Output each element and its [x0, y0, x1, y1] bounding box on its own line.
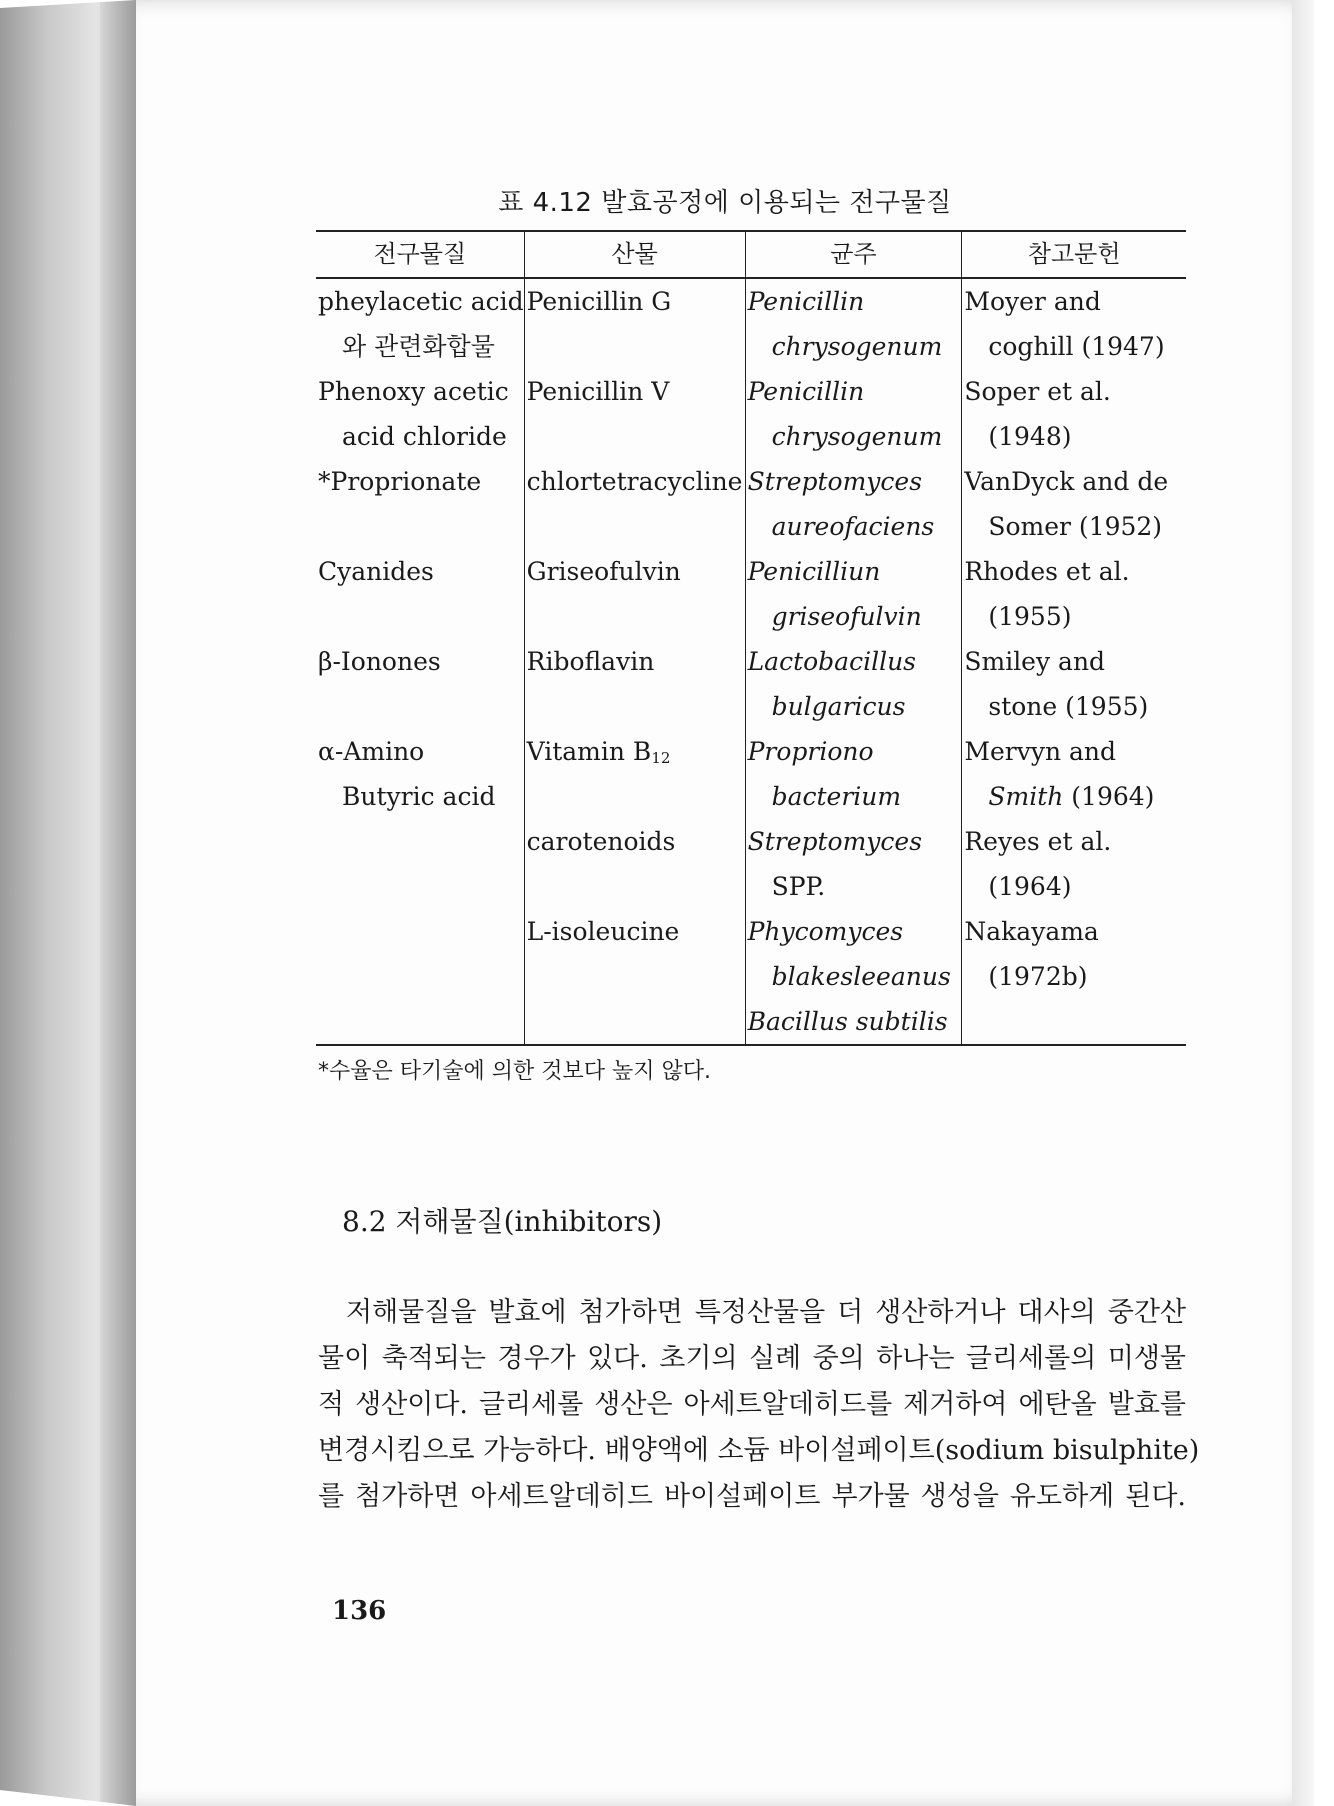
- paragraph-line: 를 첨가하면 아세트알데히드 바이설페이트 부가물 생성을 유도하게 된다.: [318, 1481, 1186, 1512]
- table-row: [316, 369, 1186, 459]
- book-page: [136, 0, 1314, 1806]
- strain-cell: Lactobacillus bulgaricus: [745, 639, 962, 729]
- body-paragraph: [318, 1290, 1200, 1520]
- precursor-cell: Cyanides: [318, 557, 434, 586]
- table-row: [316, 549, 1186, 639]
- reference-cell: Soper et al. (1948): [962, 369, 1186, 459]
- table-row: [316, 639, 1186, 729]
- strain-cell: Propriono bacterium: [745, 729, 962, 819]
- strain-cell: Penicillin chrysogenum: [745, 369, 962, 459]
- page-edge-shadow: [1292, 0, 1314, 1806]
- paragraph-line: 물이 축적되는 경우가 있다. 초기의 실례 중의 하나는 글리세롤의 미생물: [318, 1343, 1186, 1374]
- strain-cell: Streptomyces SPP.: [745, 819, 962, 909]
- table-caption: 표 4.12 발효공정에 이용되는 전구물질: [498, 188, 952, 218]
- strain-cell: Penicillin chrysogenum: [745, 278, 962, 369]
- strain-cell: Streptomyces aureofaciens: [745, 459, 962, 549]
- strain-cell: Phycomyces blakesleeanus Bacillus subtilis: [745, 909, 962, 1045]
- reference-cell: Reyes et al. (1964): [962, 819, 1186, 909]
- reference-cell: Rhodes et al. (1955): [962, 549, 1186, 639]
- header-reference: 참고문헌: [962, 231, 1186, 278]
- table-row: [316, 909, 1186, 1045]
- page-number: 136: [332, 1596, 387, 1626]
- paragraph-line: 저해물질을 발효에 첨가하면 특정산물을 더 생산하거나 대사의 중간산: [346, 1297, 1186, 1328]
- paragraph-line: 변경시킴으로 가능하다. 배양액에 소듐 바이설페이트(sodium bisulphite): [318, 1435, 1200, 1466]
- reference-cell: Nakayama (1972b): [962, 909, 1186, 1045]
- product-cell: Griseofulvin: [524, 549, 745, 639]
- header-precursor: 전구물질: [316, 231, 524, 278]
- reference-cell: VanDyck and de Somer (1952): [962, 459, 1186, 549]
- precursor-cell: [316, 909, 524, 1045]
- header-strain: 균주: [745, 231, 962, 278]
- book-edge: [0, 0, 136, 1806]
- table-row: [316, 729, 1186, 819]
- precursor-table: [316, 230, 1186, 1046]
- subscript: 12: [651, 749, 671, 767]
- product-cell: Vitamin $B_{12}$: [524, 729, 745, 819]
- reference-cell: Moyer and coghill (1947): [962, 278, 1186, 369]
- reference-cell: Mervyn and Smith (1964): [962, 729, 1186, 819]
- table-header-row: [316, 231, 1186, 278]
- product-cell: Riboflavin: [524, 639, 745, 729]
- precursor-cell: α-Amino Butyric acid: [318, 737, 496, 811]
- header-product: 산물: [524, 231, 745, 278]
- precursor-cell: *Proprionate: [318, 467, 482, 496]
- precursor-cell: Phenoxy acetic acid chloride: [318, 377, 509, 451]
- product-cell: L-isoleucine: [524, 909, 745, 1045]
- table-footnote: *수율은 타기술에 의한 것보다 높지 않다.: [318, 1059, 711, 1084]
- product-cell: Penicillin G: [524, 278, 745, 369]
- precursor-cell: [316, 819, 524, 909]
- precursor-cell: β-Ionones: [318, 647, 441, 676]
- product-cell: Penicillin V: [524, 369, 745, 459]
- table-row: [316, 819, 1186, 909]
- reference-cell: Smiley and stone (1955): [962, 639, 1186, 729]
- product-cell: chlortetracycline: [524, 459, 745, 549]
- product-cell: carotenoids: [524, 819, 745, 909]
- paragraph-line: 적 생산이다. 글리세롤 생산은 아세트알데히드를 제거하여 에탄올 발효를: [318, 1389, 1186, 1420]
- section-heading: 8.2 저해물질(inhibitors): [342, 1205, 663, 1238]
- table-row: [316, 459, 1186, 549]
- table-row: [316, 278, 1186, 369]
- precursor-cell: pheylacetic acid 와 관련화합물: [318, 287, 524, 361]
- strain-cell: Penicilliun griseofulvin: [745, 549, 962, 639]
